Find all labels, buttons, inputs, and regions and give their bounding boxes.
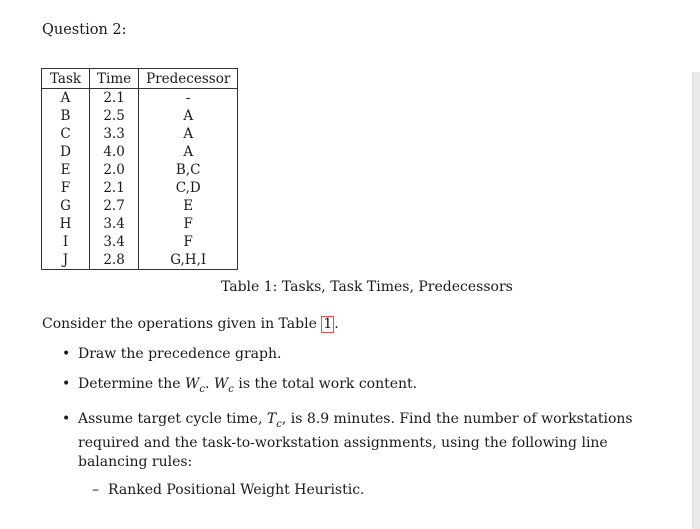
math-wc-second: $W_c$ xyxy=(213,376,234,395)
cell-predecessor: C,D xyxy=(139,179,238,197)
cell-time: 2.1 xyxy=(90,89,139,108)
list-item xyxy=(60,345,670,364)
cell-predecessor: - xyxy=(139,89,238,108)
math-tc: $T_c$ xyxy=(266,410,282,430)
cell-time: 3.4 xyxy=(90,233,139,251)
header-time: Time xyxy=(90,69,139,89)
intro-paragraph xyxy=(42,316,339,333)
cell-time: 4.0 xyxy=(90,143,139,161)
bullet-icon: • xyxy=(62,410,71,427)
cell-predecessor: A xyxy=(139,143,238,161)
bullet-text-pre: Assume target cycle time, xyxy=(78,410,267,427)
dash-icon: – xyxy=(92,481,99,498)
cell-predecessor: A xyxy=(139,125,238,143)
cell-time: 2.0 xyxy=(90,161,139,179)
cell-task: F xyxy=(42,179,90,197)
intro-text: Consider the operations given in Table xyxy=(42,316,322,332)
table-row xyxy=(42,125,238,143)
table-row xyxy=(42,143,238,161)
table-ref-link[interactable]: 1 xyxy=(323,316,333,332)
list-item xyxy=(90,481,670,500)
cell-task: D xyxy=(42,143,90,161)
cell-task: I xyxy=(42,233,90,251)
sub-list xyxy=(90,481,670,500)
question-heading: Question 2: xyxy=(42,22,127,38)
cell-task: J xyxy=(42,251,90,270)
header-predecessor: Predecessor xyxy=(139,69,238,89)
table-row xyxy=(42,197,238,215)
list-item xyxy=(60,410,670,500)
cell-time: 2.1 xyxy=(90,179,139,197)
cell-time: 2.7 xyxy=(90,197,139,215)
table-row xyxy=(42,251,238,270)
header-task: Task xyxy=(42,69,90,89)
cell-task: B xyxy=(42,107,90,125)
table-row xyxy=(42,233,238,251)
cell-time: 2.8 xyxy=(90,251,139,270)
cell-predecessor: F xyxy=(139,233,238,251)
cell-time: 2.5 xyxy=(90,107,139,125)
math-wc: $W_c$ xyxy=(185,376,205,395)
sub-item-text: Ranked Positional Weight Heuristic. xyxy=(108,481,365,498)
table-row xyxy=(42,107,238,125)
cell-task: C xyxy=(42,125,90,143)
task-list xyxy=(60,345,670,511)
cell-task: G xyxy=(42,197,90,215)
cell-predecessor: E xyxy=(139,197,238,215)
cell-predecessor: A xyxy=(139,107,238,125)
cell-time: 3.4 xyxy=(90,215,139,233)
bullet-icon: • xyxy=(62,376,71,392)
bullet-text: Draw the precedence graph. xyxy=(78,346,282,362)
table-row xyxy=(42,161,238,179)
cell-predecessor: B,C xyxy=(139,161,238,179)
cell-task: H xyxy=(42,215,90,233)
bullet-text-mid: . xyxy=(205,376,214,392)
bullet-text-post: , is 8.9 minutes. Find the number of workstations required and the task-to-workstation assignments, using the following line balancing rules: xyxy=(78,410,633,470)
bullet-text-post: is the total work content. xyxy=(233,376,418,392)
scrollbar[interactable] xyxy=(692,72,700,529)
cell-predecessor: F xyxy=(139,215,238,233)
table-header-row xyxy=(42,69,238,89)
cell-task: E xyxy=(42,161,90,179)
table-caption: Table 1: Tasks, Task Times, Predecessors xyxy=(221,279,513,295)
table-row xyxy=(42,89,238,108)
cell-task: A xyxy=(42,89,90,108)
cell-predecessor: G,H,I xyxy=(139,251,238,270)
bullet-icon: • xyxy=(62,346,71,362)
task-table xyxy=(41,68,238,270)
table-row xyxy=(42,179,238,197)
cell-time: 3.3 xyxy=(90,125,139,143)
list-item xyxy=(60,375,670,399)
table-row xyxy=(42,215,238,233)
bullet-text-pre: Determine the xyxy=(78,376,185,392)
intro-end: . xyxy=(334,316,339,332)
